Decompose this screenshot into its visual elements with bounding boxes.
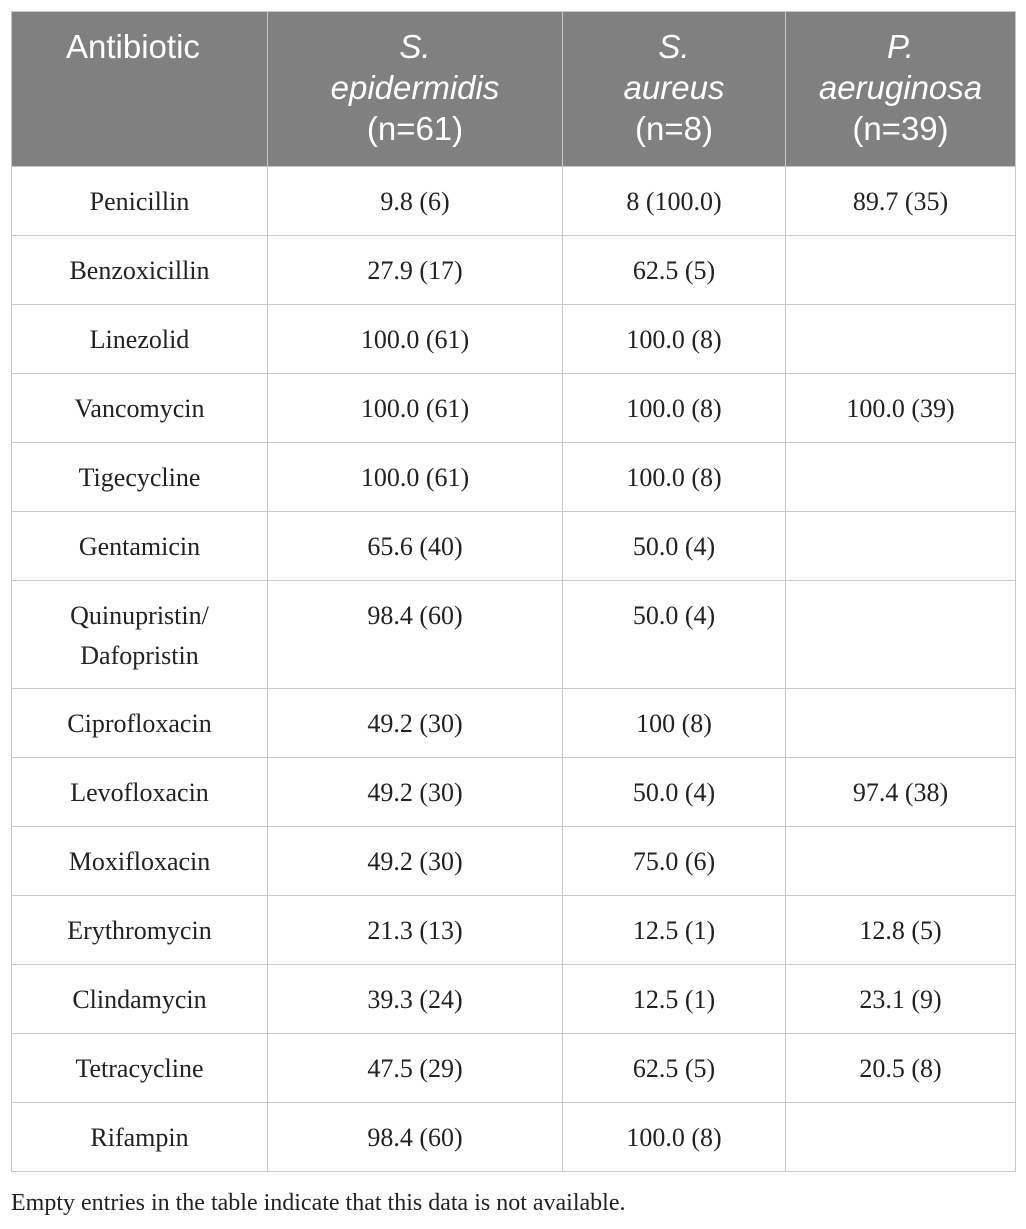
header-p-aeruginosa-genus: P. xyxy=(887,28,914,65)
cell-s-epidermidis: 21.3 (13) xyxy=(268,896,563,965)
table-row xyxy=(12,512,1016,581)
cell-antibiotic: Benzoxicillin xyxy=(12,236,268,305)
cell-p-aeruginosa: 89.7 (35) xyxy=(786,167,1016,236)
table-row xyxy=(12,167,1016,236)
cell-s-epidermidis: 49.2 (30) xyxy=(268,827,563,896)
table-row xyxy=(12,305,1016,374)
cell-antibiotic: Ciprofloxacin xyxy=(12,689,268,758)
cell-p-aeruginosa xyxy=(786,827,1016,896)
cell-s-aureus: 100.0 (8) xyxy=(563,305,786,374)
cell-antibiotic xyxy=(12,581,268,689)
cell-s-aureus: 12.5 (1) xyxy=(563,896,786,965)
cell-s-epidermidis: 100.0 (61) xyxy=(268,443,563,512)
cell-p-aeruginosa xyxy=(786,443,1016,512)
table-row xyxy=(12,827,1016,896)
antibiotic-susceptibility-table-container xyxy=(11,11,1015,1172)
cell-p-aeruginosa xyxy=(786,689,1016,758)
cell-p-aeruginosa: 23.1 (9) xyxy=(786,965,1016,1034)
cell-antibiotic: Tigecycline xyxy=(12,443,268,512)
header-s-epidermidis xyxy=(268,12,563,167)
table-row xyxy=(12,758,1016,827)
header-s-aureus-species: aureus xyxy=(623,69,725,106)
cell-p-aeruginosa xyxy=(786,1103,1016,1172)
table-row xyxy=(12,1034,1016,1103)
table-footnote: Empty entries in the table indicate that this data is not available. xyxy=(11,1190,626,1216)
cell-s-aureus: 50.0 (4) xyxy=(563,581,786,689)
header-antibiotic: Antibiotic xyxy=(12,12,268,167)
cell-antibiotic-line-1: Quinupristin/ xyxy=(70,601,209,630)
cell-p-aeruginosa: 20.5 (8) xyxy=(786,1034,1016,1103)
cell-p-aeruginosa: 97.4 (38) xyxy=(786,758,1016,827)
cell-s-epidermidis: 39.3 (24) xyxy=(268,965,563,1034)
cell-p-aeruginosa: 12.8 (5) xyxy=(786,896,1016,965)
table-row xyxy=(12,689,1016,758)
cell-p-aeruginosa xyxy=(786,305,1016,374)
cell-s-epidermidis: 49.2 (30) xyxy=(268,758,563,827)
cell-s-aureus: 12.5 (1) xyxy=(563,965,786,1034)
cell-s-epidermidis: 65.6 (40) xyxy=(268,512,563,581)
table-row xyxy=(12,896,1016,965)
cell-antibiotic: Erythromycin xyxy=(12,896,268,965)
cell-antibiotic-line-2: Dafopristin xyxy=(80,641,199,670)
cell-s-aureus: 50.0 (4) xyxy=(563,512,786,581)
cell-antibiotic: Gentamicin xyxy=(12,512,268,581)
cell-s-epidermidis: 100.0 (61) xyxy=(268,305,563,374)
cell-s-aureus: 50.0 (4) xyxy=(563,758,786,827)
header-s-epidermidis-genus: S. xyxy=(399,28,431,65)
table-row xyxy=(12,236,1016,305)
cell-antibiotic: Linezolid xyxy=(12,305,268,374)
table-row xyxy=(12,374,1016,443)
cell-p-aeruginosa: 100.0 (39) xyxy=(786,374,1016,443)
table-header xyxy=(12,12,1016,167)
cell-s-aureus: 75.0 (6) xyxy=(563,827,786,896)
cell-antibiotic: Moxifloxacin xyxy=(12,827,268,896)
cell-s-epidermidis: 49.2 (30) xyxy=(268,689,563,758)
header-s-aureus-genus: S. xyxy=(658,28,690,65)
header-s-aureus xyxy=(563,12,786,167)
table-row xyxy=(12,965,1016,1034)
cell-s-aureus: 62.5 (5) xyxy=(563,1034,786,1103)
cell-p-aeruginosa xyxy=(786,236,1016,305)
cell-s-aureus: 100 (8) xyxy=(563,689,786,758)
cell-s-epidermidis: 100.0 (61) xyxy=(268,374,563,443)
antibiotic-susceptibility-table xyxy=(11,11,1016,1172)
cell-s-aureus: 62.5 (5) xyxy=(563,236,786,305)
cell-antibiotic: Levofloxacin xyxy=(12,758,268,827)
cell-s-aureus: 100.0 (8) xyxy=(563,1103,786,1172)
table-row xyxy=(12,1103,1016,1172)
header-s-aureus-count: (n=8) xyxy=(635,110,713,147)
table-body xyxy=(12,167,1016,1172)
cell-s-aureus: 100.0 (8) xyxy=(563,374,786,443)
cell-antibiotic: Rifampin xyxy=(12,1103,268,1172)
cell-s-aureus: 100.0 (8) xyxy=(563,443,786,512)
header-p-aeruginosa xyxy=(786,12,1016,167)
header-p-aeruginosa-species: aeruginosa xyxy=(818,69,983,106)
table-row xyxy=(12,581,1016,689)
header-row xyxy=(12,12,1016,167)
cell-p-aeruginosa xyxy=(786,581,1016,689)
cell-s-epidermidis: 47.5 (29) xyxy=(268,1034,563,1103)
cell-s-aureus: 8 (100.0) xyxy=(563,167,786,236)
cell-antibiotic: Vancomycin xyxy=(12,374,268,443)
cell-p-aeruginosa xyxy=(786,512,1016,581)
header-s-epidermidis-species: epidermidis xyxy=(330,69,500,106)
cell-s-epidermidis: 27.9 (17) xyxy=(268,236,563,305)
table-row xyxy=(12,443,1016,512)
cell-antibiotic: Tetracycline xyxy=(12,1034,268,1103)
cell-s-epidermidis: 98.4 (60) xyxy=(268,581,563,689)
header-s-epidermidis-count: (n=61) xyxy=(366,110,464,147)
cell-antibiotic: Clindamycin xyxy=(12,965,268,1034)
cell-s-epidermidis: 98.4 (60) xyxy=(268,1103,563,1172)
cell-antibiotic: Penicillin xyxy=(12,167,268,236)
header-p-aeruginosa-count: (n=39) xyxy=(852,110,949,147)
cell-s-epidermidis: 9.8 (6) xyxy=(268,167,563,236)
